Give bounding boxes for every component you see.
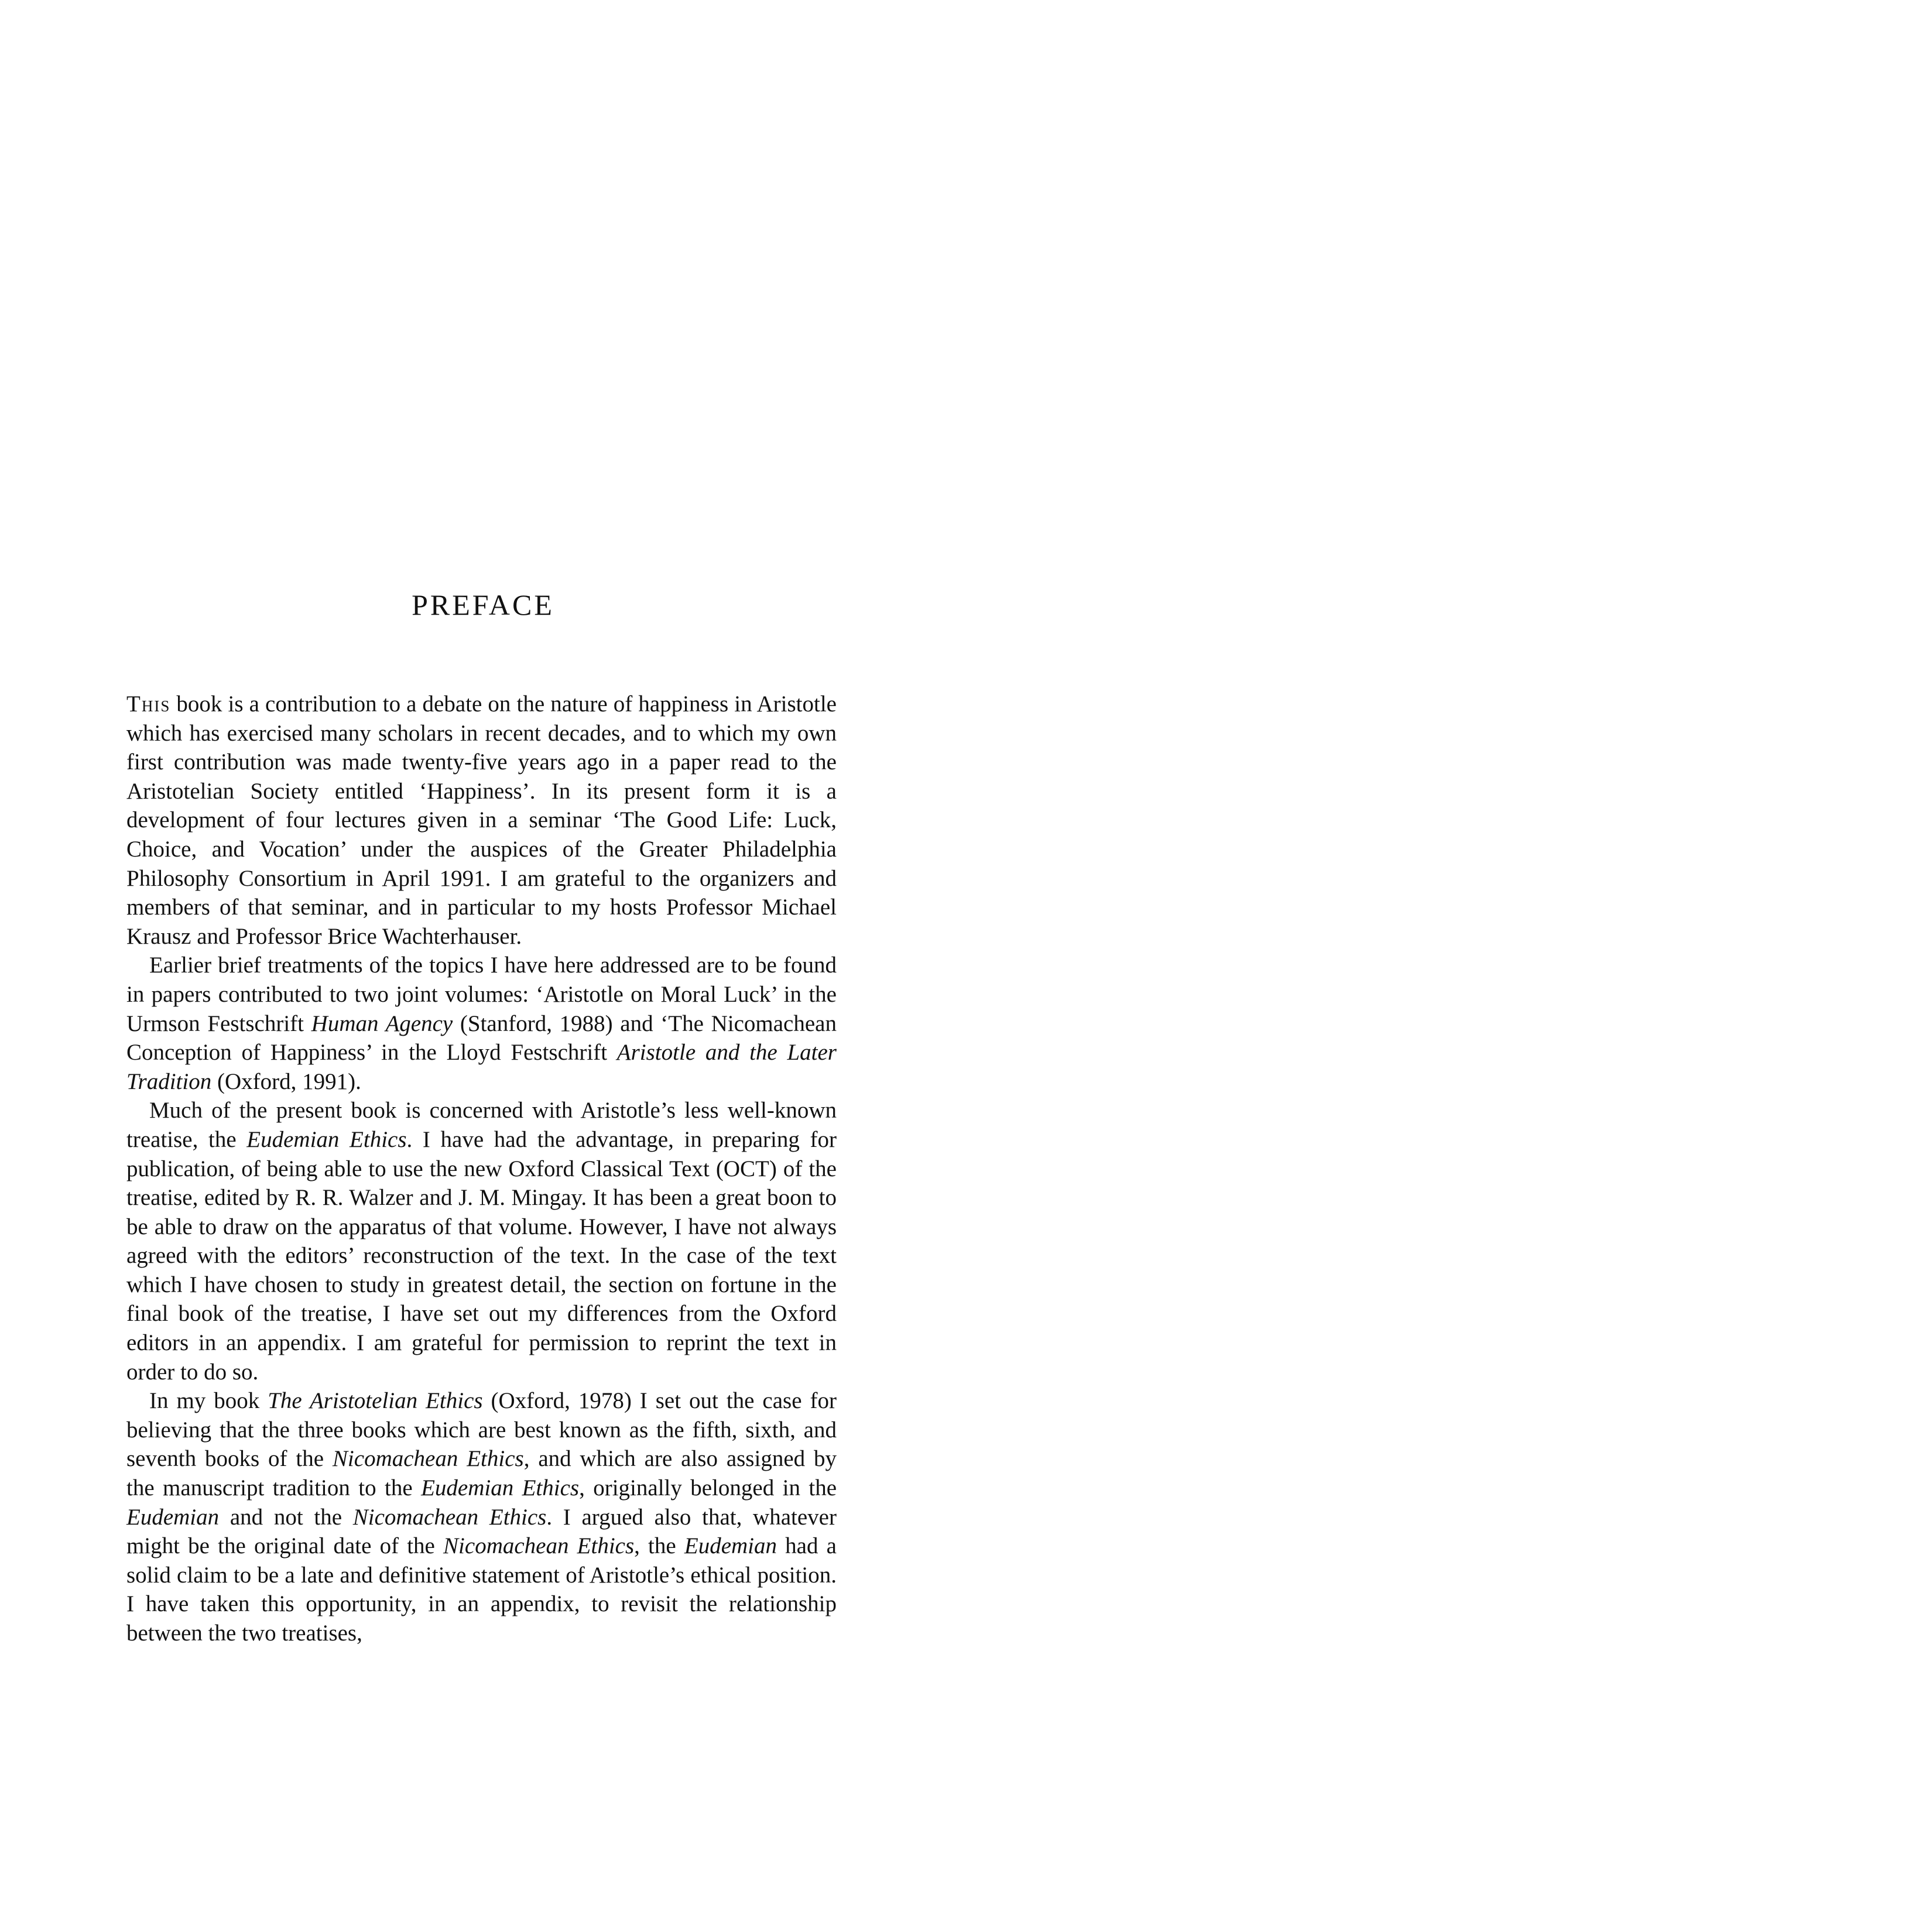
text-segment: . I have had the advantage, in preparing for publication, of being able to use the new Oxford Classical Text (OCT) of the treatise, edited by R. R. Walzer and J. M. Mingay. It has been a great boon to be able to draw on the apparatus of that volume. However, I have not always agreed with the editors’ reconstruction of the text. In the case of the text which I have chosen to study in greatest detail, the section on fortune in the final book of the treatise, I have set out my differences from the Oxford editors in an appendix. I am grateful for permission to reprint the text in order to do so. xyxy=(126,1126,837,1385)
text-segment: (Stanford, 1988) and ‘The Nicomachean Conception of Happiness’ in the Lloyd Festschrift xyxy=(126,1010,837,1066)
paragraph-1 xyxy=(126,690,837,951)
text-segment: book is a contribution to a debate on the nature of happiness in Aristotle which has exercised many scholars in recent decades, and to which my own first contribution was made twenty-five years ago in a paper read to the Aristotelian Society entitled ‘Happiness’. In its present form it is a development of four lectures given in a seminar ‘The Good Life: Luck, Choice, and Vocation’ under the auspices of the Greater Philadelphia Philosophy Consortium in April 1991. I am grateful to the organizers and members of that seminar, and in particular to my hosts Professor Michael Krausz and Professor Brice Wachterhauser. xyxy=(126,691,837,949)
text-segment: , the xyxy=(634,1533,684,1559)
book-title-italic: Aristotle and the Later Tradition xyxy=(126,1040,837,1094)
text-segment: and not the xyxy=(219,1504,353,1530)
lead-small-caps: This xyxy=(126,691,171,717)
book-title-italic: Eudemian Ethics xyxy=(246,1126,407,1152)
book-title-italic: Eudemian xyxy=(126,1504,220,1530)
book-title-italic: The Aristotelian Ethics xyxy=(268,1388,483,1414)
text-segment: had a solid claim to be a late and definitive statement of Aristotle’s ethical position. I have taken this opportunity, in an appendix, to revisit the relationship between the two treatises, xyxy=(126,1533,837,1646)
paragraph-2 xyxy=(126,951,837,1096)
text-segment: Earlier brief treatments of the topics I have here addressed are to be found in papers contributed to two joint volumes: ‘Aristotle on Moral Luck’ in the Urmson Festschrift xyxy=(126,953,837,1036)
text-segment: (Oxford, 1991). xyxy=(211,1068,361,1094)
text-segment: , and which are also assigned by the manuscript tradition to the xyxy=(126,1446,837,1501)
paragraph-4 xyxy=(126,1386,837,1647)
book-title-italic: Nicomachean Ethics xyxy=(443,1533,635,1559)
text-segment: (Oxford, 1978) I set out the case for believing that the three books which are best known as the fifth, sixth, and seventh books of the xyxy=(126,1388,837,1472)
book-title-italic: Nicomachean Ethics xyxy=(332,1446,524,1472)
text-segment: , originally belonged in the xyxy=(579,1475,837,1501)
paragraph-3 xyxy=(126,1096,837,1386)
text-segment: . I argued also that, whatever might be the original date of the xyxy=(126,1504,837,1559)
text-segment: In my book xyxy=(149,1388,268,1414)
book-title-italic: Eudemian Ethics xyxy=(421,1475,580,1501)
preface-body xyxy=(126,690,837,1648)
book-title-italic: Nicomachean Ethics xyxy=(352,1504,547,1530)
text-segment: Much of the present book is concerned with Aristotle’s less well-known treatise, the xyxy=(126,1098,837,1152)
book-title-italic: Eudemian xyxy=(684,1533,777,1559)
book-title-italic: Human Agency xyxy=(311,1010,453,1036)
page-title: PREFACE xyxy=(412,588,554,621)
